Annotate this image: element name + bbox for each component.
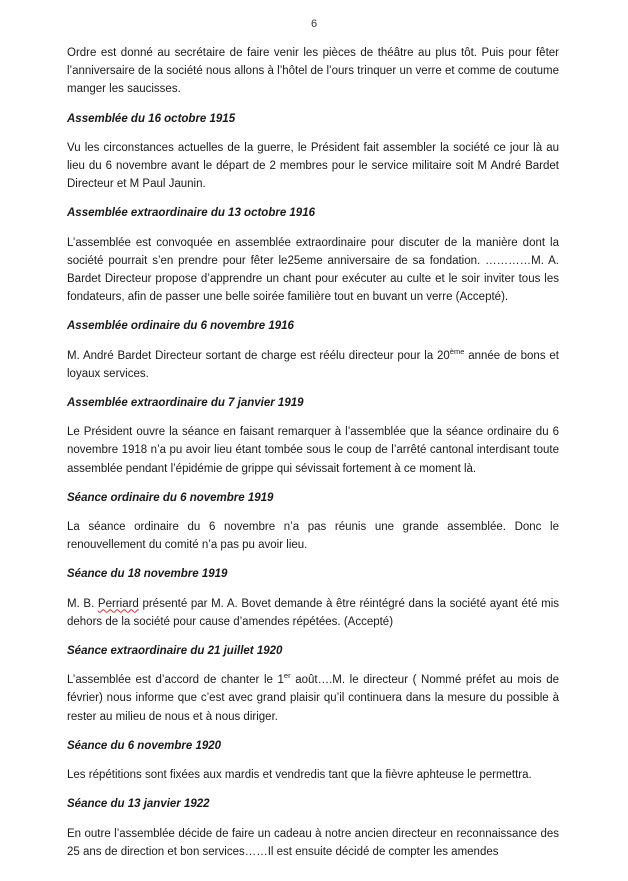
- paragraph-1: Vu les circonstances actuelles de la guerre, le Président fait assembler la société ce jour là au lieu du 6 novembre avant le départ de 2 membres pour le service militaire soit M André Bardet Directeur et M Paul Jaunin.: [67, 141, 559, 191]
- paragraph-7-text-a: L’assemblée est d’accord de chanter le 1: [67, 674, 284, 687]
- section-heading-7: Séance extraordinaire du 21 juillet 1920: [67, 645, 283, 658]
- paragraph-3: [67, 347, 559, 383]
- ordinal-superscript: er: [283, 671, 291, 681]
- section-heading-6: Séance du 18 novembre 1919: [67, 568, 228, 581]
- paragraph-2: L’assemblée est convoquée en assemblée extraordinaire pour discuter de la manière dont la société pourrait s’en prendre pour fêter le25eme anniversaire de sa fondation. …………M. A. Bardet Directeur propose d’apprendre un chant pour exécuter au culte et le soir inviter tous les fondateurs, afin de passer une belle soirée familière tout en buvant un verre (Accepté).: [67, 236, 559, 304]
- paragraph-3-text-a: M. André Bardet Directeur sortant de charge est réélu directeur pour la 20: [67, 349, 450, 362]
- ordinal-superscript: ème: [449, 346, 465, 356]
- section-heading-2: Assemblée extraordinaire du 13 octobre 1916: [67, 207, 315, 220]
- paragraph-6: [67, 595, 559, 631]
- document-body: [67, 44, 559, 872]
- paragraph-3-text-b: année de bons et loyaux services.: [67, 349, 559, 380]
- paragraph-9: En outre l’assemblée décide de faire un cadeau à notre ancien directeur en reconnaissance des 25 ans de direction et bon services……Il est ensuite décidé de compter les amendes: [67, 827, 559, 858]
- paragraph-6-text-b: présenté par M. A. Bovet demande à être réintégré dans la société ayant été mis dehors de la société pour cause d’amendes répétées. (Accepté): [67, 597, 560, 628]
- paragraph-7: [67, 671, 559, 726]
- section-heading-9: Séance du 13 janvier 1922: [67, 798, 210, 811]
- paragraph-intro: Ordre est donné au secrétaire de faire venir les pièces de théâtre au plus tôt. Puis pour fêter l’anniversaire de la société nous allons à l’hôtel de l’ours trinquer un verre et comme de coutume manger les saucisses.: [67, 47, 559, 96]
- section-heading-8: Séance du 6 novembre 1920: [67, 739, 222, 752]
- section-heading-1: Assemblée du 16 octobre 1915: [67, 112, 236, 125]
- section-heading-4: Assemblée extraordinaire du 7 janvier 1919: [67, 397, 304, 410]
- page-number: 6: [310, 18, 318, 30]
- section-heading-5: Séance ordinaire du 6 novembre 1919: [67, 491, 274, 504]
- paragraph-8: Les répétitions sont fixées aux mardis et vendredis tant que la fièvre aphteuse le permettra.: [67, 769, 532, 782]
- paragraph-7-text-b: août….M. le directeur ( Nommé préfet au mois de février) nous informe que c’est avec grand plaisir qu’il continuera dans la mesure du possible à rester au milieu de nous et à nous diriger.: [67, 674, 560, 723]
- section-heading-3: Assemblée ordinaire du 6 novembre 1916: [67, 320, 294, 333]
- spellcheck-flagged-word: Perriard: [97, 597, 139, 610]
- paragraph-6-text-a: M. B.: [67, 597, 98, 610]
- paragraph-4: Le Président ouvre la séance en faisant remarquer à l’assemblée que la séance ordinaire du 6 novembre 1918 n’a pu avoir lieu étant tombée sous le coup de l’arrêté cantonal interdisant toute assemblée pendant l’épidémie de grippe qui sévissait fortement à ce moment là.: [67, 426, 559, 475]
- paragraph-5: La séance ordinaire du 6 novembre n’a pas réunis une grande assemblée. Donc le renouvellement du comité n’a pas pu avoir lieu.: [67, 521, 559, 552]
